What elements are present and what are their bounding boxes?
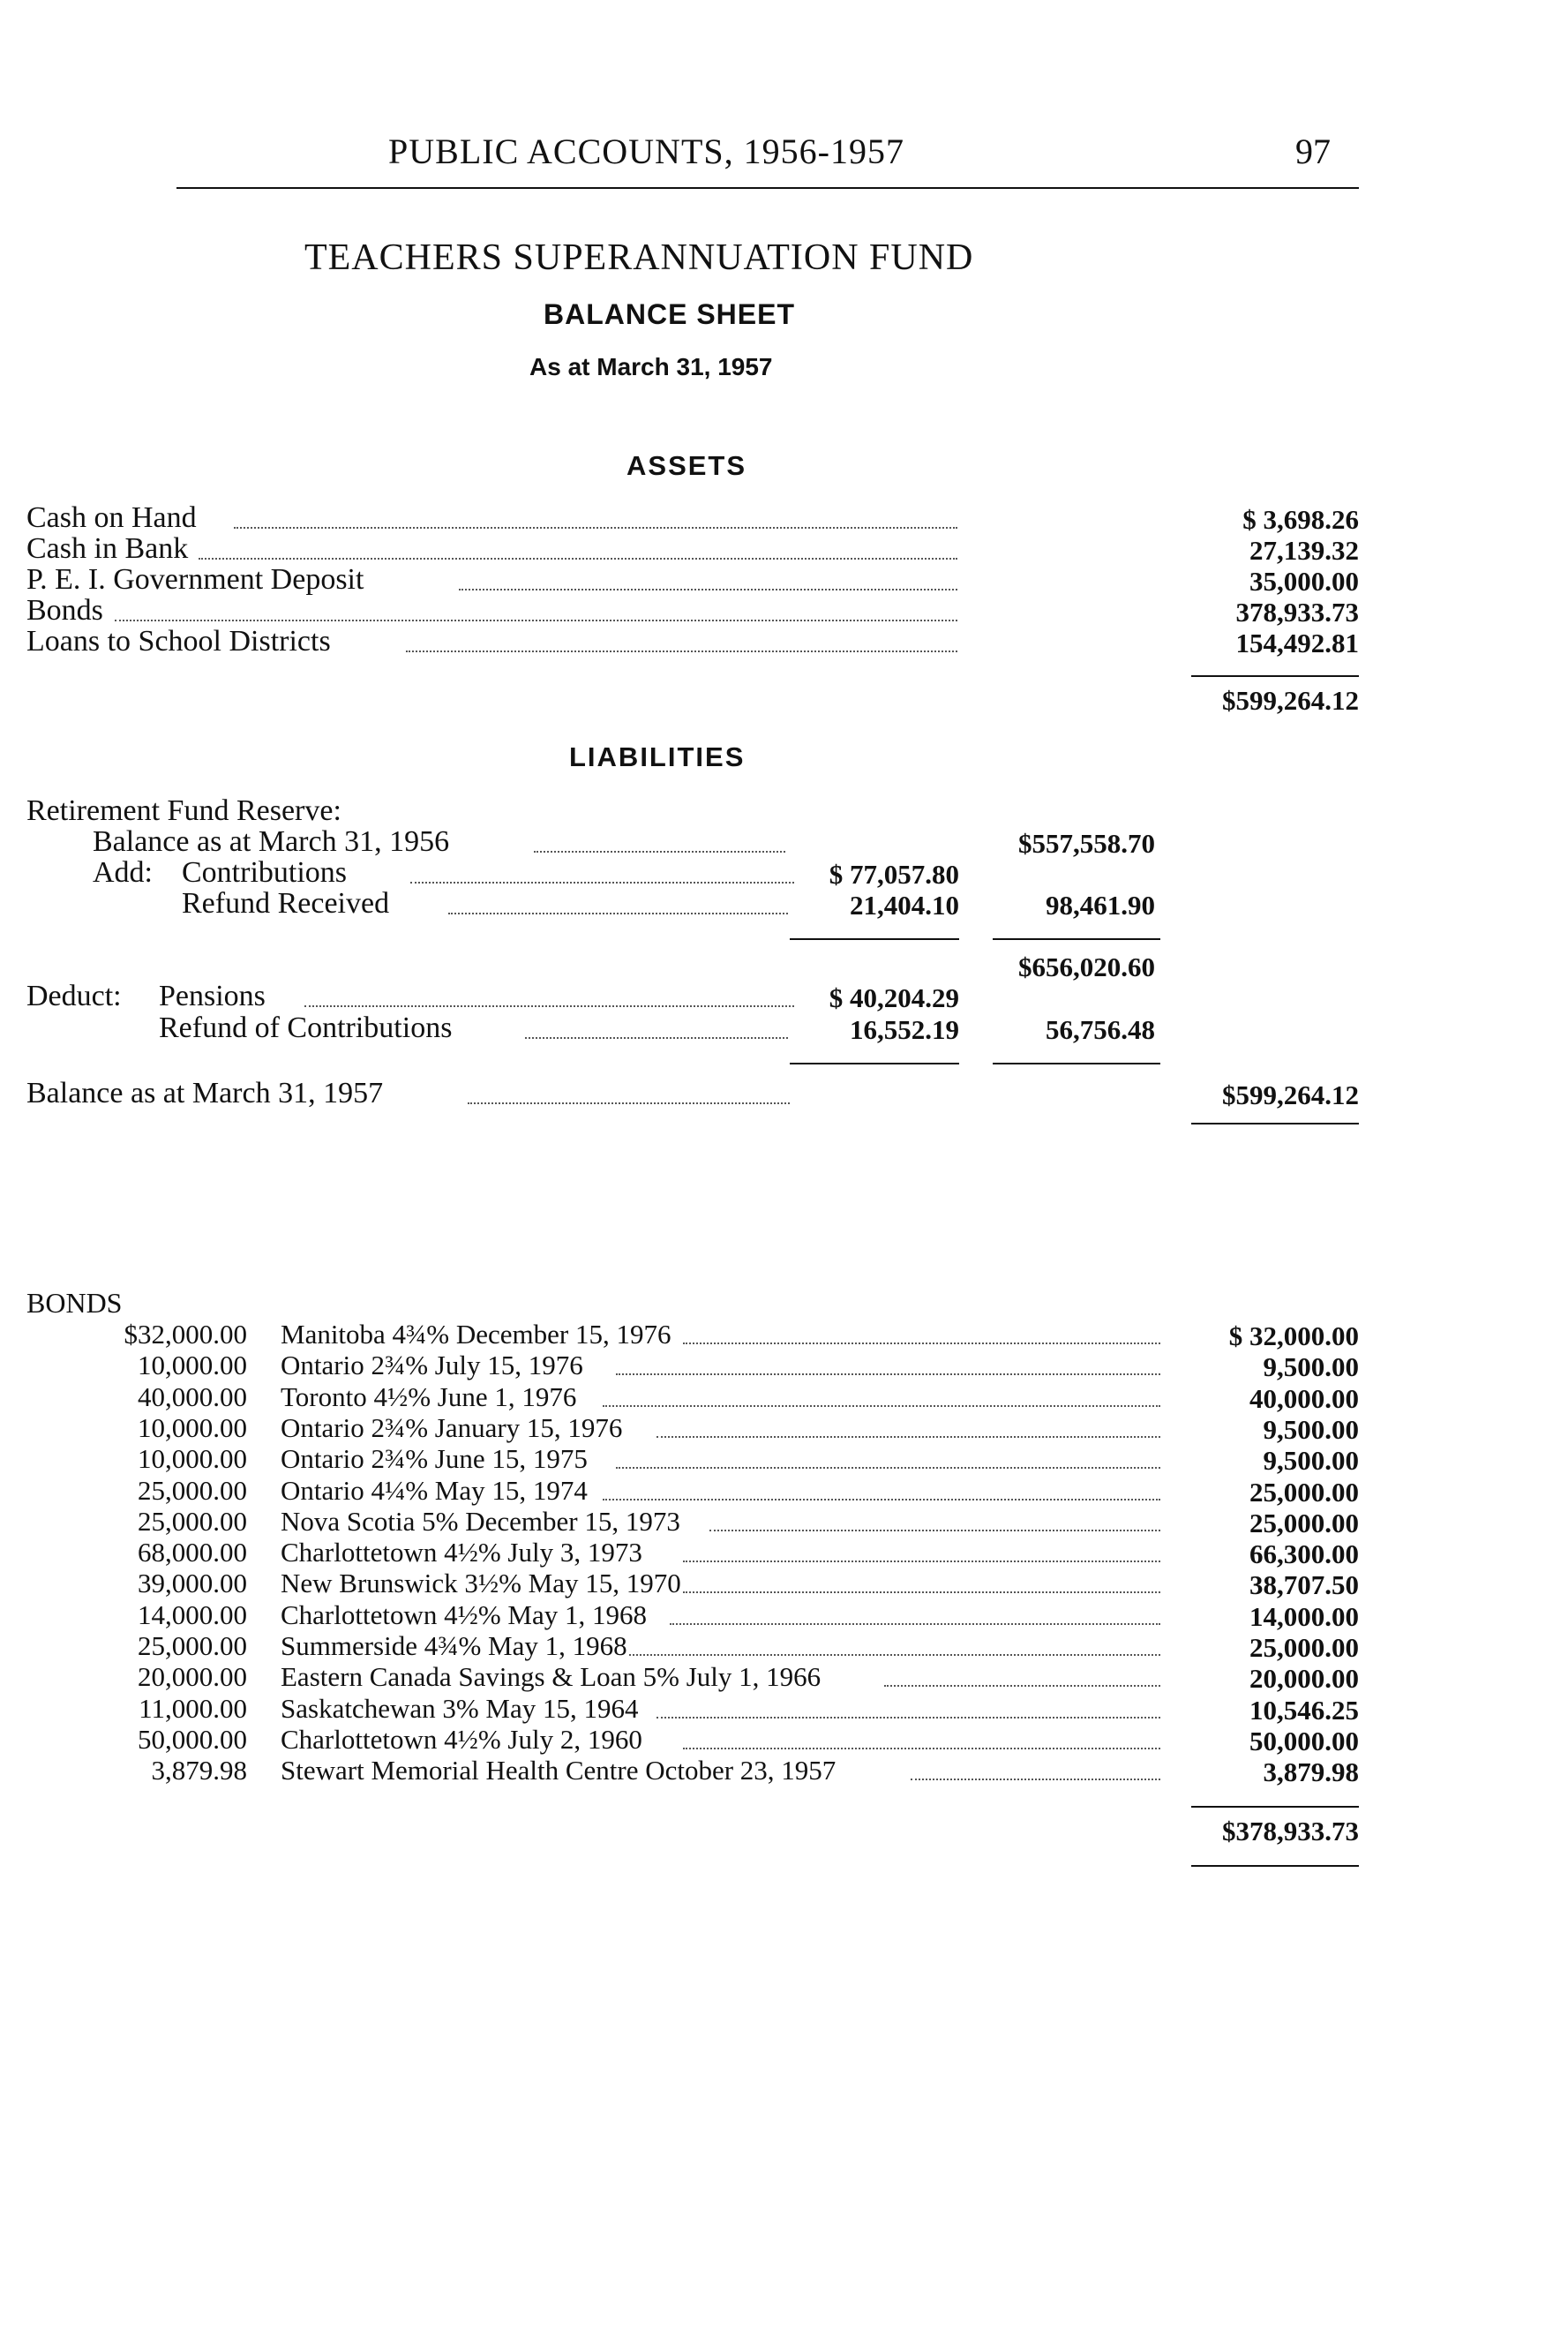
bonds-total-underline (1191, 1865, 1359, 1867)
asset-amount: 154,492.81 (1235, 628, 1359, 658)
bond-book-value: 50,000.00 (1249, 1725, 1359, 1756)
bond-book-value: 14,000.00 (1249, 1600, 1359, 1632)
bond-description: Ontario 2¾% January 15, 1976 (281, 1411, 623, 1443)
asset-leader (115, 620, 957, 621)
bond-book-value: 38,707.50 (1249, 1569, 1359, 1601)
bond-book-value: $ 32,000.00 (1228, 1320, 1359, 1351)
bond-description: Toronto 4½% June 1, 1976 (281, 1380, 577, 1412)
asset-label: P. E. I. Government Deposit (26, 563, 364, 596)
bond-face-value: 11,000.00 (139, 1692, 247, 1724)
bond-leader (603, 1405, 1160, 1407)
bond-leader (629, 1654, 1160, 1656)
bond-book-value: 40,000.00 (1249, 1382, 1359, 1414)
bond-description: Eastern Canada Savings & Loan 5% July 1, 1966 (281, 1661, 822, 1693)
bonds-total-rule (1191, 1806, 1359, 1808)
bond-book-value: 25,000.00 (1249, 1507, 1359, 1538)
bond-description: Stewart Memorial Health Centre October 23, 1957 (281, 1755, 837, 1786)
asset-amount: 378,933.73 (1235, 597, 1359, 628)
bond-leader (683, 1561, 1160, 1562)
closing-double-rule (1191, 1123, 1359, 1124)
opening-balance-label: Balance as at March 31, 1956 (93, 825, 450, 858)
bond-face-value: 40,000.00 (138, 1380, 247, 1412)
bond-leader (709, 1530, 1160, 1531)
asset-amount: $ 3,698.26 (1242, 504, 1359, 535)
refund-contributions-label: Refund of Contributions (159, 1012, 453, 1044)
bond-leader (911, 1779, 1160, 1780)
asset-label: Bonds (26, 594, 103, 627)
opening-balance-amount: $557,558.70 (1018, 828, 1155, 859)
bond-book-value: 25,000.00 (1249, 1632, 1359, 1663)
refund-received-amount: 21,404.10 (850, 890, 959, 921)
bonds-heading: BONDS (26, 1287, 123, 1319)
add-rule-1 (790, 938, 959, 940)
bond-face-value: 25,000.00 (138, 1474, 247, 1506)
assets-heading: ASSETS (626, 450, 747, 481)
bond-description: Summerside 4¾% May 1, 1968 (281, 1630, 627, 1661)
closing-balance-label: Balance as at March 31, 1957 (26, 1077, 384, 1109)
bond-leader (683, 1342, 1160, 1344)
reserve-label: Retirement Fund Reserve: (26, 794, 341, 827)
bond-leader (656, 1717, 1160, 1719)
asset-leader (406, 651, 957, 652)
bond-face-value: 3,879.98 (151, 1755, 247, 1786)
contributions-label: Contributions (182, 856, 348, 889)
contributions-leader (410, 882, 794, 884)
bond-face-value: 10,000.00 (138, 1350, 247, 1381)
bond-face-value: 10,000.00 (138, 1443, 247, 1475)
bond-leader (683, 1591, 1160, 1593)
refund-received-leader (448, 913, 788, 914)
pensions-leader (304, 1005, 794, 1007)
bond-book-value: 10,546.25 (1249, 1694, 1359, 1726)
bond-leader (884, 1685, 1160, 1687)
bond-description: Ontario 2¾% July 15, 1976 (281, 1350, 583, 1381)
assets-total: $599,264.12 (1222, 685, 1359, 716)
running-header-title: PUBLIC ACCOUNTS, 1956-1957 (388, 132, 904, 171)
bond-description: New Brunswick 3½% May 15, 1970 (281, 1568, 681, 1599)
bond-leader (656, 1436, 1160, 1438)
bond-face-value: 14,000.00 (138, 1598, 247, 1630)
bond-description: Charlottetown 4½% July 3, 1973 (281, 1537, 642, 1568)
bond-leader (603, 1499, 1160, 1500)
bond-face-value: 39,000.00 (138, 1568, 247, 1599)
asset-label: Loans to School Districts (26, 625, 331, 658)
balance-sheet-subtitle: BALANCE SHEET (544, 298, 796, 330)
closing-leader (468, 1102, 790, 1104)
bond-leader (616, 1467, 1160, 1469)
refund-contributions-amount: 16,552.19 (850, 1014, 959, 1045)
bond-description: Ontario 2¾% June 15, 1975 (281, 1443, 588, 1475)
bond-book-value: 9,500.00 (1263, 1413, 1359, 1445)
contributions-amount: $ 77,057.80 (829, 859, 959, 890)
header-rule (176, 187, 1359, 189)
bond-face-value: 50,000.00 (138, 1723, 247, 1755)
date-line: As at March 31, 1957 (529, 353, 773, 380)
bond-face-value: 25,000.00 (138, 1630, 247, 1661)
add-rule-2 (993, 938, 1160, 940)
bond-description: Ontario 4¼% May 15, 1974 (281, 1474, 588, 1506)
refund-received-label: Refund Received (182, 887, 390, 920)
bond-face-value: $32,000.00 (124, 1319, 247, 1350)
bond-book-value: 66,300.00 (1249, 1538, 1359, 1570)
add-total: 98,461.90 (1046, 890, 1155, 921)
assets-total-rule (1191, 675, 1359, 677)
asset-label: Cash on Hand (26, 501, 197, 534)
page-number: 97 (1295, 132, 1331, 171)
deduct-rule-1 (790, 1063, 959, 1064)
deduct-rule-2 (993, 1063, 1160, 1064)
bond-description: Charlottetown 4½% July 2, 1960 (281, 1723, 642, 1755)
bond-book-value: 25,000.00 (1249, 1476, 1359, 1508)
bond-face-value: 25,000.00 (138, 1505, 247, 1537)
bond-leader (616, 1373, 1160, 1375)
bond-book-value: 9,500.00 (1263, 1445, 1359, 1477)
bond-description: Manitoba 4¾% December 15, 1976 (281, 1319, 671, 1350)
asset-label: Cash in Bank (26, 532, 189, 565)
bond-description: Saskatchewan 3% May 15, 1964 (281, 1692, 639, 1724)
deduct-total: 56,756.48 (1046, 1014, 1155, 1045)
asset-leader (459, 589, 957, 590)
opening-leader (534, 851, 785, 853)
pensions-amount: $ 40,204.29 (829, 982, 959, 1013)
bond-leader (683, 1748, 1160, 1749)
asset-leader (234, 527, 957, 529)
deduct-label: Deduct: (26, 980, 122, 1012)
asset-leader (199, 558, 957, 560)
asset-amount: 35,000.00 (1249, 566, 1359, 597)
bond-book-value: 20,000.00 (1249, 1663, 1359, 1695)
refund-contributions-leader (525, 1037, 788, 1039)
add-label: Add: (93, 856, 153, 889)
pensions-label: Pensions (159, 980, 266, 1012)
bond-face-value: 68,000.00 (138, 1537, 247, 1568)
asset-amount: 27,139.32 (1249, 535, 1359, 566)
bond-face-value: 10,000.00 (138, 1411, 247, 1443)
bond-book-value: 9,500.00 (1263, 1351, 1359, 1383)
fund-title: TEACHERS SUPERANNUATION FUND (304, 237, 974, 278)
closing-balance-amount: $599,264.12 (1222, 1079, 1359, 1110)
liabilities-heading: LIABILITIES (569, 741, 746, 772)
subtotal-amount: $656,020.60 (1018, 951, 1155, 982)
bond-leader (670, 1623, 1160, 1625)
bond-description: Charlottetown 4½% May 1, 1968 (281, 1598, 648, 1630)
bond-book-value: 3,879.98 (1263, 1756, 1359, 1788)
bond-description: Nova Scotia 5% December 15, 1973 (281, 1505, 680, 1537)
bond-face-value: 20,000.00 (138, 1661, 247, 1693)
bonds-total: $378,933.73 (1222, 1816, 1359, 1846)
